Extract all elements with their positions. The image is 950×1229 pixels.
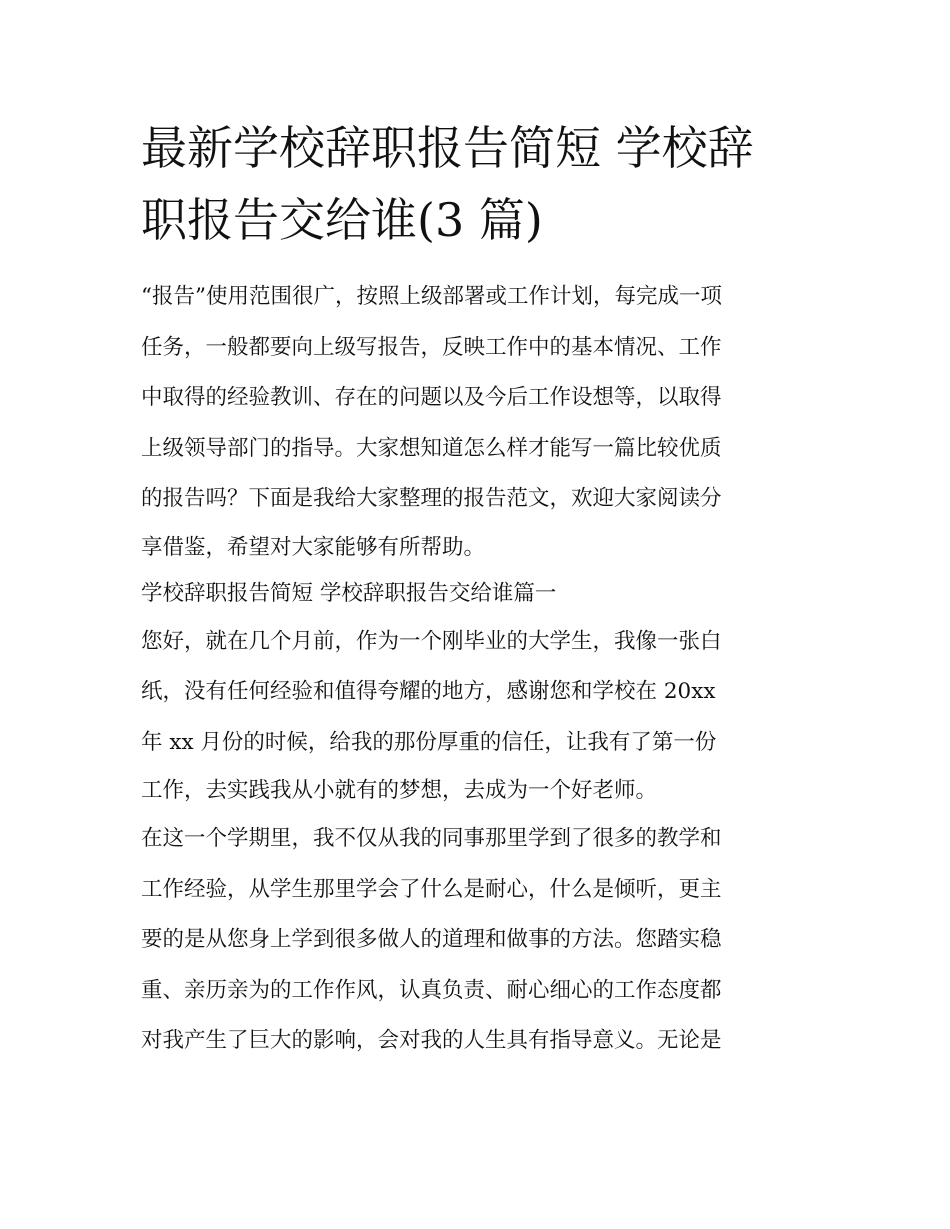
text-line: 要的是从您身上学到很多做人的道理和做事的方法。您踏实稳 [141,927,722,952]
section-heading [141,571,813,617]
document-page [141,112,813,1067]
text-line: 中取得的经验教训、存在的问题以及今后工作设想等，以取得 [141,385,722,410]
intro-paragraph [141,272,813,571]
letter-paragraph-1 [141,617,813,815]
title-line-2: 职报告交给谁(3 篇) [141,193,543,247]
document-title [141,112,813,256]
text-line: 上级领导部门的指导。大家想知道怎么样才能写一篇比较优质 [141,435,722,461]
text-line: 纸，没有任何经验和值得夸耀的地方，感谢您和学校在 20xx [141,679,716,704]
text-line: 任务，一般都要向上级写报告，反映工作中的基本情况、工作 [141,334,722,360]
letter-paragraph-2 [141,814,813,1067]
document-body [141,272,813,1067]
text-line: 工作，去实践我从小就有的梦想，去成为一个好老师。 [141,778,658,803]
text-line: 的报告吗？下面是我给大家整理的报告范文，欢迎大家阅读分 [141,486,722,511]
title-line-1: 最新学校辞职报告简短 学校辞 [141,121,754,175]
text-line: 享借鉴，希望对大家能够有所帮助。 [141,534,486,560]
text-line: 对我产生了巨大的影响，会对我的人生具有指导意义。无论是 [141,1028,722,1053]
text-line: 您好，就在几个月前，作为一个刚毕业的大学生，我像一张白 [141,628,722,654]
text-line: 在这一个学期里，我不仅从我的同事那里学到了很多的教学和 [141,826,722,851]
text-line: 工作经验，从学生那里学会了什么是耐心，什么是倾听，更主 [141,876,722,902]
section-heading-text: 学校辞职报告简短 学校辞职报告交给谁篇一 [141,580,557,606]
text-line: 重、亲历亲为的工作作风，认真负责、耐心细心的工作态度都 [141,977,722,1003]
text-line: 年 xx 月份的时候，给我的那份厚重的信任，让我有了第一份 [141,729,717,755]
text-line: “报告”使用范围很广，按照上级部署或工作计划，每完成一项 [141,284,722,309]
